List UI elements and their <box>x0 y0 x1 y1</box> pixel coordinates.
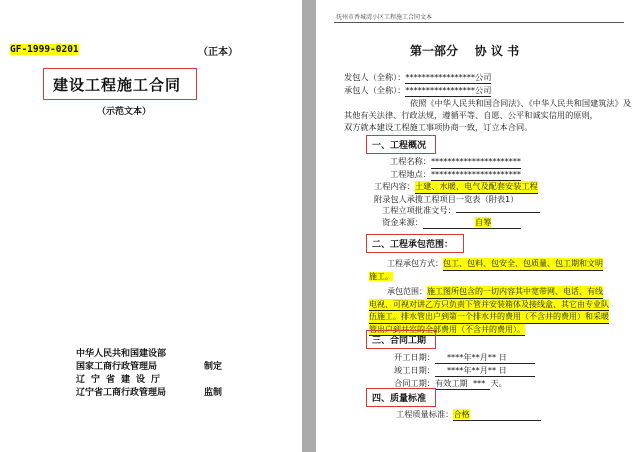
contract-code: GF-1999-0201 <box>10 44 79 55</box>
section-2-body: 工程承包方式：包工、包料、包安全、包质量、包工期和文明 施工。 承包范围：施工图所包含的一切内容其中宽带网、电话、有线 电视、可视对讲乙方只负责下管并安装箱体及接线盒、其它由专业队 伍施工。排水管出户到第一个排水井的费用（不含井的费用）和采暖 管出户到井室的全部费用（不含井的费用）。 <box>369 258 609 336</box>
copy-mark: （正本） <box>198 47 238 58</box>
parties-block <box>344 71 631 133</box>
scope-value: 施工图所包含的一切内容其中宽带网、电话、有线 <box>427 286 603 299</box>
scope-value-cont: 管出户到井室的全部费用（不含井的费用）。 <box>369 324 525 337</box>
preamble-line: 双方就本建设工程施工事项协商一致，订立本合同。 <box>344 122 533 132</box>
attachment-note: 附录包人承揽工程项目一览表（附表1） <box>374 193 519 204</box>
contractor-value: *****************公司 <box>405 85 492 95</box>
project-name-value: ********************** <box>431 156 521 169</box>
section-3-body: 开工日期： ****年**月** 日 竣工日期： ****年**月** 日 合同工期：有效工期 *** 天。 <box>394 351 535 390</box>
employer-value: *****************公司 <box>405 72 492 82</box>
funding-value: 自筹 <box>474 216 492 227</box>
issuer-list <box>76 348 222 400</box>
section-3-title: 三、合同工期 <box>372 336 427 346</box>
issuer-row: 国家工商行政管理局 制定 <box>76 362 223 372</box>
section-4-title: 四、质量标准 <box>372 394 427 404</box>
project-content-value: 土建、水暖、电气及配套安装工程 <box>415 181 538 194</box>
project-location-value: ********************** <box>431 169 521 182</box>
section-1-title: 一、工程概况 <box>372 141 427 151</box>
section-4-body: 工程质量标准：合格 <box>396 408 541 421</box>
employer-label: 发包人（全称）： <box>344 72 406 82</box>
left-page <box>0 0 302 452</box>
section-1-body: 工程名称：********************** 工程地点：********************** 工程内容：土建、水暖、电气及配套安装工程 附录包人承揽工程项目一览表（附表1） 工程立项批准文号： 资金来源： 自筹 <box>374 156 540 229</box>
document-title: 建设工程施工合同 <box>53 76 182 94</box>
start-date-value: ****年**月** 日 <box>435 351 535 364</box>
issuer-row: 辽宁省建设厅 <box>76 375 167 385</box>
section-2-title: 二、工程承包范围： <box>372 240 454 250</box>
contract-mode-value-cont: 施工。 <box>369 271 393 281</box>
contract-mode-value: 包工、包料、包安全、包质量、包工期和文明 <box>443 258 603 271</box>
preamble-line: 依照《中华人民共和国合同法》、《中华人民共和国建筑法》及 <box>410 98 632 108</box>
contractor-label: 承包人（全称）： <box>344 85 406 95</box>
header-rule <box>334 22 624 23</box>
scope-value-cont: 伍施工。排水管出户到第一个排水井的费用（不含井的费用）和采暖 <box>369 311 609 324</box>
issuer-row: 辽宁省工商行政管理局 监制 <box>76 388 223 398</box>
scope-value-cont: 电视、可视对讲乙方只负责下管并安装箱体及接线盒、其它由专业队 <box>369 299 609 312</box>
document-subtitle: （示范文本） <box>97 107 152 117</box>
duration-value: 有效工期 *** <box>435 377 490 390</box>
right-page <box>316 0 640 452</box>
running-header: 抚州市香城湾小区工程施工合同文本 <box>336 14 433 21</box>
preamble-line: 其他有关法律、行政法规，遵循平等、自愿、公平和诚实信用的原则， <box>344 110 598 120</box>
quality-value: 合格 <box>453 409 470 419</box>
issuer-row: 中华人民共和国建设部 <box>76 349 167 359</box>
part-title: 第一部分 协 议 书 <box>410 44 520 58</box>
finish-date-value: ****年**月** 日 <box>435 364 535 377</box>
